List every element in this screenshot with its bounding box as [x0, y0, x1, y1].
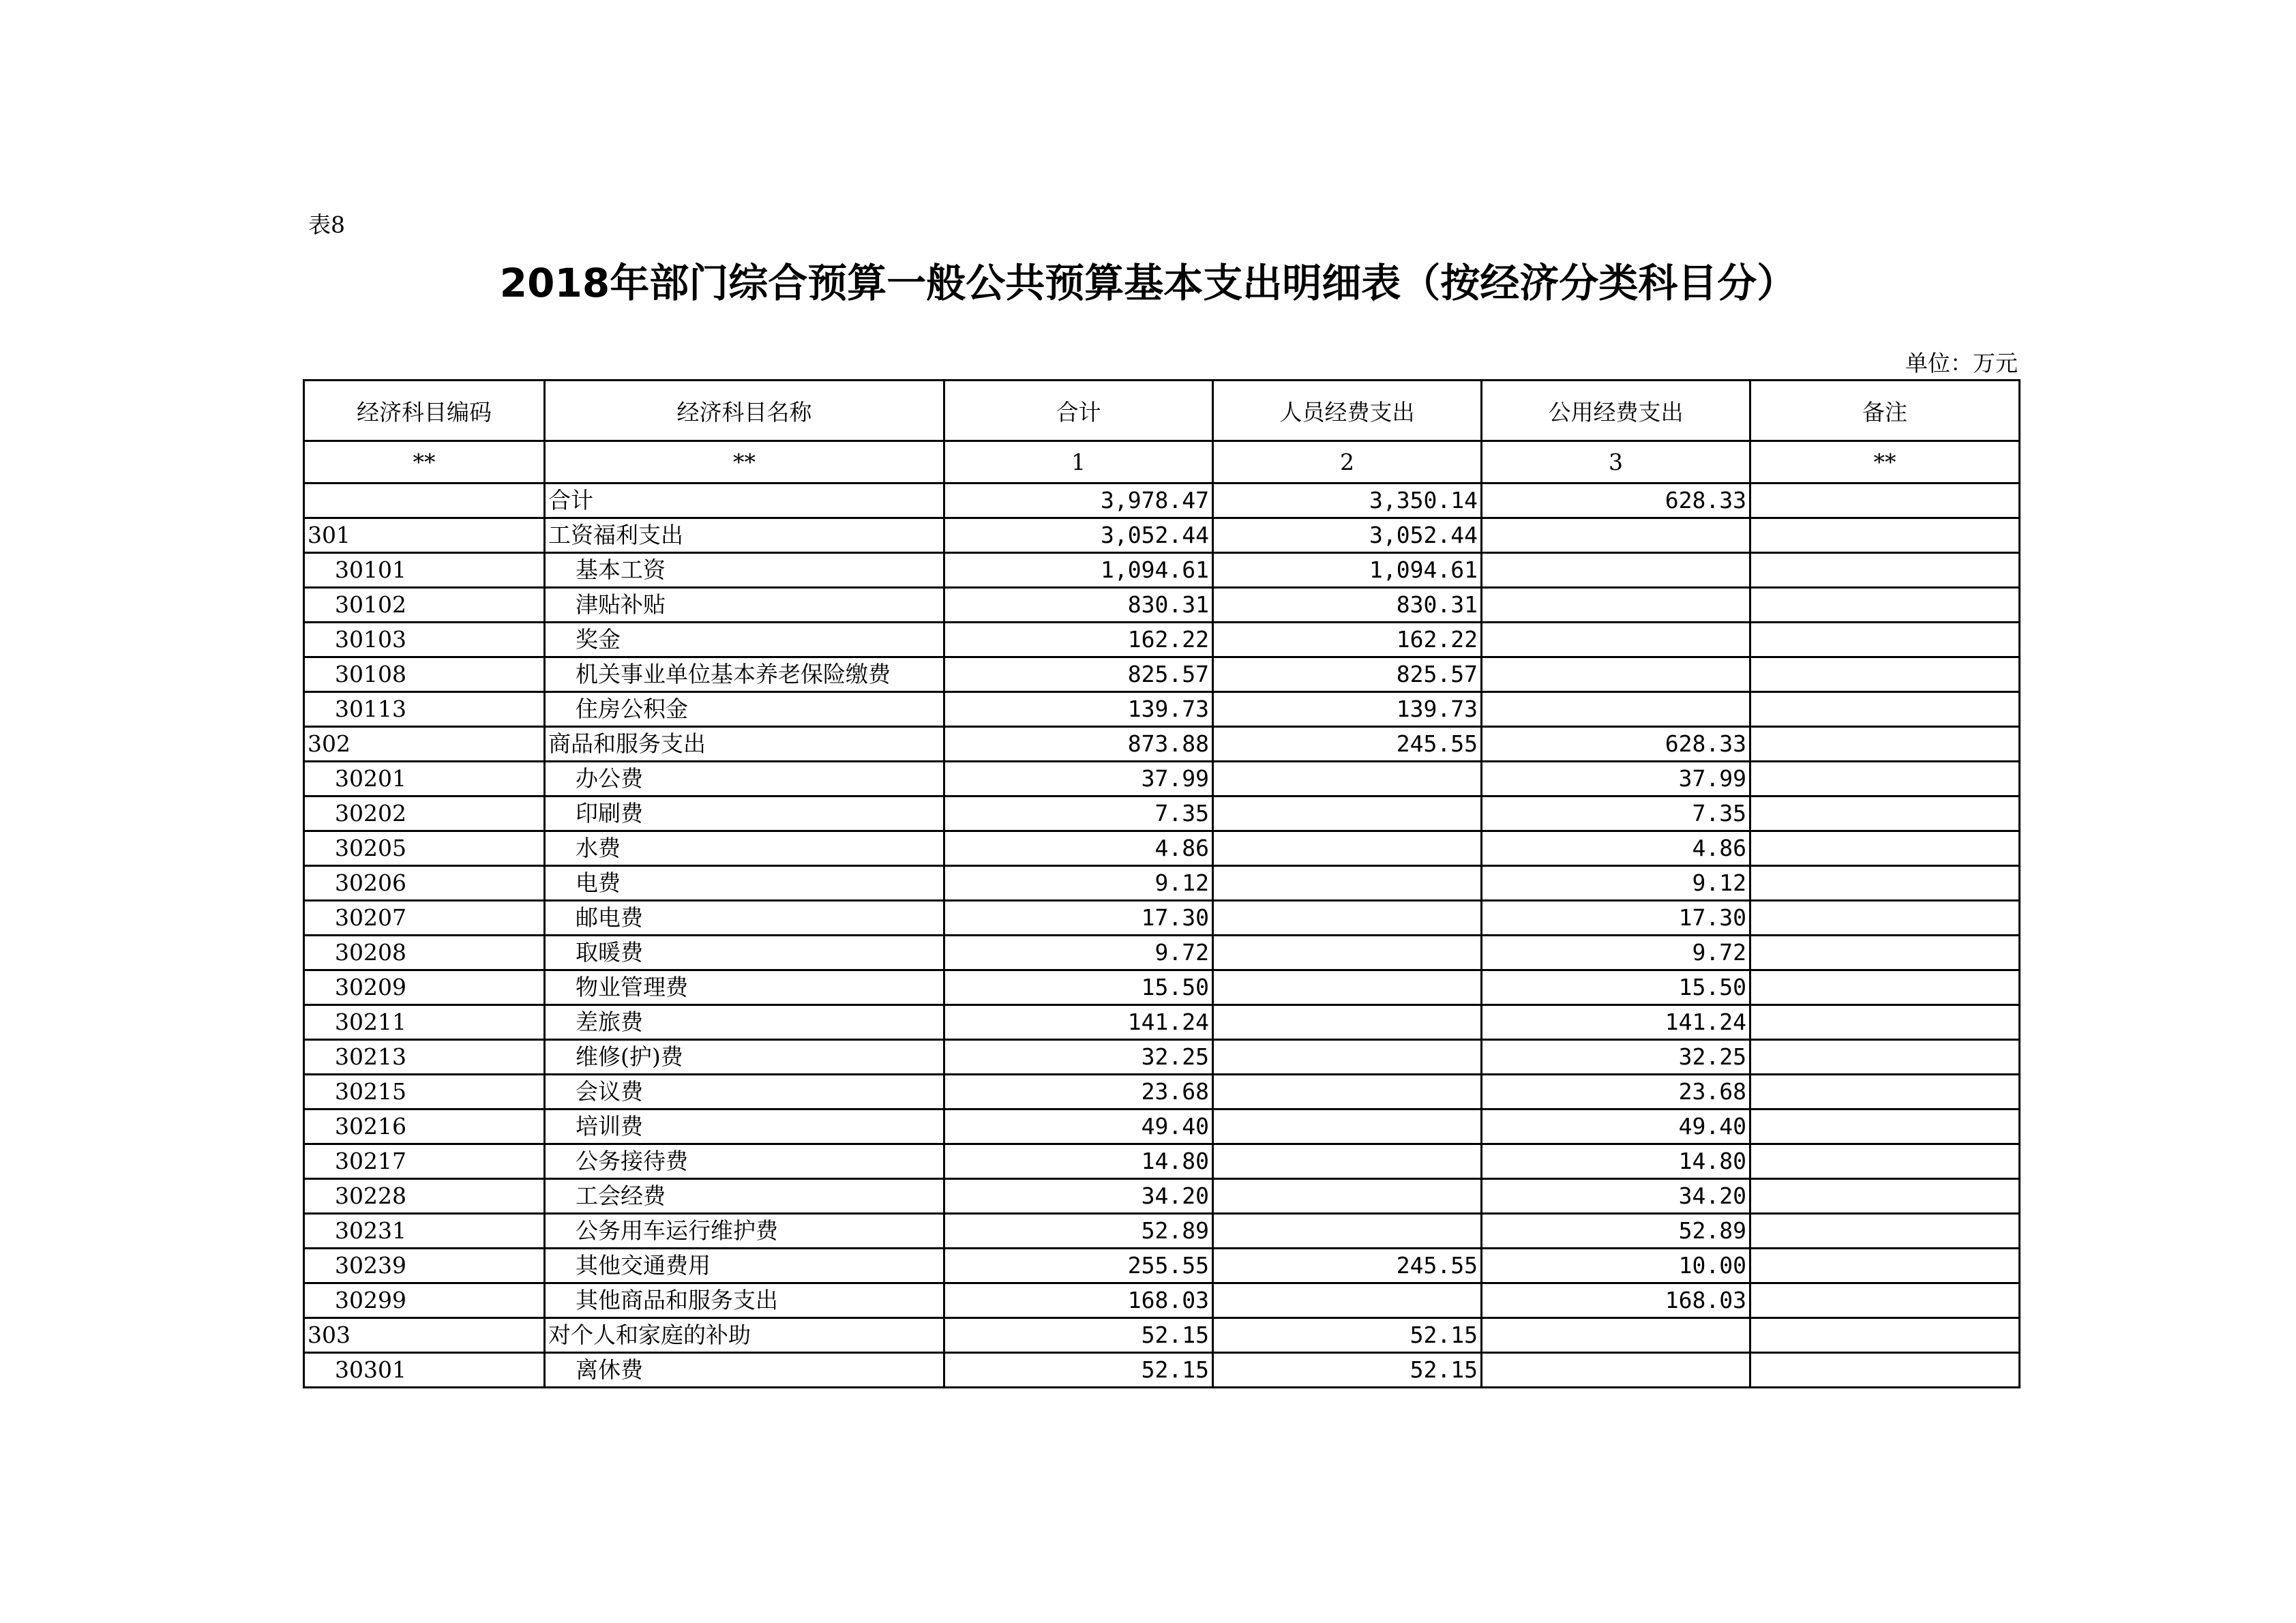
public-cell: 32.25 — [1482, 1040, 1750, 1075]
personnel-cell — [1213, 1110, 1482, 1144]
public-cell: 17.30 — [1482, 901, 1750, 936]
personnel-cell: 3,350.14 — [1213, 483, 1482, 518]
code-cell: 30299 — [304, 1283, 545, 1318]
table-row — [304, 483, 2020, 518]
code-cell: 30239 — [304, 1249, 545, 1283]
name-cell: 工资福利支出 — [545, 518, 944, 553]
note-cell — [1750, 1040, 2020, 1075]
table-row — [304, 970, 2020, 1005]
public-cell — [1482, 623, 1750, 657]
personnel-cell: 830.31 — [1213, 588, 1482, 623]
note-cell — [1750, 762, 2020, 796]
public-cell: 141.24 — [1482, 1005, 1750, 1040]
public-cell — [1482, 588, 1750, 623]
total-cell: 3,978.47 — [944, 483, 1213, 518]
code-cell: 30208 — [304, 936, 545, 970]
personnel-cell — [1213, 1214, 1482, 1249]
name-cell: 邮电费 — [545, 901, 944, 936]
name-cell: 公务接待费 — [545, 1144, 944, 1179]
note-cell — [1750, 1318, 2020, 1353]
name-cell: 办公费 — [545, 762, 944, 796]
name-cell: 差旅费 — [545, 1005, 944, 1040]
code-cell: 30202 — [304, 796, 545, 831]
public-cell — [1482, 657, 1750, 692]
table-number: 表8 — [308, 211, 345, 238]
total-cell: 9.12 — [944, 866, 1213, 901]
public-cell: 52.89 — [1482, 1214, 1750, 1249]
note-cell — [1750, 518, 2020, 553]
index-cell: 1 — [944, 441, 1213, 483]
total-cell: 7.35 — [944, 796, 1213, 831]
index-cell: ** — [304, 441, 545, 483]
public-cell: 4.86 — [1482, 831, 1750, 866]
note-cell — [1750, 1005, 2020, 1040]
column-header-personnel: 人员经费支出 — [1213, 381, 1482, 441]
document-title: 2018年部门综合预算一般公共预算基本支出明细表（按经济分类科目分） — [499, 260, 1797, 306]
total-cell: 34.20 — [944, 1179, 1213, 1214]
note-cell — [1750, 1110, 2020, 1144]
personnel-cell — [1213, 1144, 1482, 1179]
note-cell — [1750, 796, 2020, 831]
table-row — [304, 1249, 2020, 1283]
name-cell: 住房公积金 — [545, 692, 944, 727]
note-cell — [1750, 692, 2020, 727]
code-cell: 30206 — [304, 866, 545, 901]
personnel-cell — [1213, 866, 1482, 901]
total-cell: 1,094.61 — [944, 553, 1213, 588]
total-cell: 162.22 — [944, 623, 1213, 657]
total-cell: 52.89 — [944, 1214, 1213, 1249]
personnel-cell: 1,094.61 — [1213, 553, 1482, 588]
personnel-cell — [1213, 831, 1482, 866]
public-cell: 628.33 — [1482, 727, 1750, 762]
unit-label: 单位：万元 — [1905, 350, 2018, 376]
code-cell: 30215 — [304, 1075, 545, 1110]
note-cell — [1750, 727, 2020, 762]
code-cell: 30217 — [304, 1144, 545, 1179]
name-cell: 合计 — [545, 483, 944, 518]
total-cell: 825.57 — [944, 657, 1213, 692]
table-row — [304, 901, 2020, 936]
name-cell: 机关事业单位基本养老保险缴费 — [545, 657, 944, 692]
code-cell: 30216 — [304, 1110, 545, 1144]
name-cell: 维修(护)费 — [545, 1040, 944, 1075]
public-cell: 15.50 — [1482, 970, 1750, 1005]
code-cell: 30207 — [304, 901, 545, 936]
code-cell: 30101 — [304, 553, 545, 588]
personnel-cell: 52.15 — [1213, 1318, 1482, 1353]
name-cell: 公务用车运行维护费 — [545, 1214, 944, 1249]
code-cell: 30102 — [304, 588, 545, 623]
personnel-cell — [1213, 762, 1482, 796]
header-row — [304, 381, 2020, 441]
public-cell: 628.33 — [1482, 483, 1750, 518]
index-cell: 3 — [1482, 441, 1750, 483]
total-cell: 23.68 — [944, 1075, 1213, 1110]
total-cell: 9.72 — [944, 936, 1213, 970]
name-cell: 其他商品和服务支出 — [545, 1283, 944, 1318]
name-cell: 会议费 — [545, 1075, 944, 1110]
personnel-cell: 162.22 — [1213, 623, 1482, 657]
personnel-cell — [1213, 970, 1482, 1005]
total-cell: 873.88 — [944, 727, 1213, 762]
index-cell: ** — [545, 441, 944, 483]
personnel-cell: 245.55 — [1213, 727, 1482, 762]
table-row — [304, 657, 2020, 692]
note-cell — [1750, 1353, 2020, 1388]
total-cell: 3,052.44 — [944, 518, 1213, 553]
code-cell: 30205 — [304, 831, 545, 866]
table-row — [304, 553, 2020, 588]
public-cell: 9.72 — [1482, 936, 1750, 970]
note-cell — [1750, 970, 2020, 1005]
note-cell — [1750, 831, 2020, 866]
total-cell: 52.15 — [944, 1353, 1213, 1388]
column-header-total: 合计 — [944, 381, 1213, 441]
table-row — [304, 1005, 2020, 1040]
personnel-cell — [1213, 796, 1482, 831]
code-cell: 30201 — [304, 762, 545, 796]
total-cell: 255.55 — [944, 1249, 1213, 1283]
note-cell — [1750, 1283, 2020, 1318]
code-cell: 30113 — [304, 692, 545, 727]
personnel-cell — [1213, 936, 1482, 970]
name-cell: 工会经费 — [545, 1179, 944, 1214]
personnel-cell: 245.55 — [1213, 1249, 1482, 1283]
note-cell — [1750, 588, 2020, 623]
total-cell: 32.25 — [944, 1040, 1213, 1075]
column-header-code: 经济科目编码 — [304, 381, 545, 441]
index-cell: 2 — [1213, 441, 1482, 483]
table-row — [304, 1075, 2020, 1110]
table-row — [304, 866, 2020, 901]
personnel-cell: 139.73 — [1213, 692, 1482, 727]
total-cell: 49.40 — [944, 1110, 1213, 1144]
name-cell: 奖金 — [545, 623, 944, 657]
name-cell: 其他交通费用 — [545, 1249, 944, 1283]
name-cell: 物业管理费 — [545, 970, 944, 1005]
index-cell: ** — [1750, 441, 2020, 483]
table-row — [304, 831, 2020, 866]
name-cell: 津贴补贴 — [545, 588, 944, 623]
note-cell — [1750, 866, 2020, 901]
name-cell: 商品和服务支出 — [545, 727, 944, 762]
name-cell: 培训费 — [545, 1110, 944, 1144]
code-cell: 30103 — [304, 623, 545, 657]
table-row — [304, 623, 2020, 657]
total-cell: 141.24 — [944, 1005, 1213, 1040]
index-row — [304, 441, 2020, 483]
table-row — [304, 588, 2020, 623]
public-cell — [1482, 518, 1750, 553]
budget-table — [303, 379, 2021, 1388]
name-cell: 取暖费 — [545, 936, 944, 970]
code-cell: 301 — [304, 518, 545, 553]
public-cell: 10.00 — [1482, 1249, 1750, 1283]
table-row — [304, 1353, 2020, 1388]
public-cell — [1482, 1318, 1750, 1353]
code-cell: 30301 — [304, 1353, 545, 1388]
table-row — [304, 1110, 2020, 1144]
public-cell: 23.68 — [1482, 1075, 1750, 1110]
name-cell: 离休费 — [545, 1353, 944, 1388]
code-cell: 30108 — [304, 657, 545, 692]
public-cell: 49.40 — [1482, 1110, 1750, 1144]
table-row — [304, 936, 2020, 970]
name-cell: 电费 — [545, 866, 944, 901]
column-header-name: 经济科目名称 — [545, 381, 944, 441]
code-cell: 30213 — [304, 1040, 545, 1075]
table-row — [304, 1318, 2020, 1353]
public-cell: 9.12 — [1482, 866, 1750, 901]
personnel-cell — [1213, 1283, 1482, 1318]
code-cell: 302 — [304, 727, 545, 762]
total-cell: 17.30 — [944, 901, 1213, 936]
note-cell — [1750, 936, 2020, 970]
total-cell: 168.03 — [944, 1283, 1213, 1318]
note-cell — [1750, 657, 2020, 692]
code-cell: 30209 — [304, 970, 545, 1005]
table-row — [304, 1144, 2020, 1179]
personnel-cell — [1213, 1179, 1482, 1214]
code-cell: 30231 — [304, 1214, 545, 1249]
personnel-cell — [1213, 1005, 1482, 1040]
public-cell: 34.20 — [1482, 1179, 1750, 1214]
table-row — [304, 692, 2020, 727]
name-cell: 印刷费 — [545, 796, 944, 831]
code-cell: 303 — [304, 1318, 545, 1353]
public-cell: 14.80 — [1482, 1144, 1750, 1179]
total-cell: 15.50 — [944, 970, 1213, 1005]
code-cell: 30211 — [304, 1005, 545, 1040]
total-cell: 830.31 — [944, 588, 1213, 623]
personnel-cell — [1213, 1075, 1482, 1110]
total-cell: 52.15 — [944, 1318, 1213, 1353]
code-cell: 30228 — [304, 1179, 545, 1214]
note-cell — [1750, 901, 2020, 936]
public-cell: 37.99 — [1482, 762, 1750, 796]
column-header-public: 公用经费支出 — [1482, 381, 1750, 441]
table-row — [304, 518, 2020, 553]
note-cell — [1750, 623, 2020, 657]
table-row — [304, 1179, 2020, 1214]
table-row — [304, 1214, 2020, 1249]
personnel-cell — [1213, 1040, 1482, 1075]
code-cell — [304, 483, 545, 518]
table-body — [304, 483, 2020, 1388]
public-cell — [1482, 692, 1750, 727]
note-cell — [1750, 1214, 2020, 1249]
public-cell — [1482, 1353, 1750, 1388]
name-cell: 基本工资 — [545, 553, 944, 588]
personnel-cell: 52.15 — [1213, 1353, 1482, 1388]
table-row — [304, 762, 2020, 796]
personnel-cell: 3,052.44 — [1213, 518, 1482, 553]
column-header-note: 备注 — [1750, 381, 2020, 441]
note-cell — [1750, 553, 2020, 588]
table-row — [304, 1040, 2020, 1075]
public-cell: 7.35 — [1482, 796, 1750, 831]
table-row — [304, 727, 2020, 762]
personnel-cell: 825.57 — [1213, 657, 1482, 692]
total-cell: 4.86 — [944, 831, 1213, 866]
note-cell — [1750, 1075, 2020, 1110]
note-cell — [1750, 483, 2020, 518]
total-cell: 37.99 — [944, 762, 1213, 796]
note-cell — [1750, 1179, 2020, 1214]
name-cell: 水费 — [545, 831, 944, 866]
note-cell — [1750, 1144, 2020, 1179]
table-row — [304, 1283, 2020, 1318]
table-row — [304, 796, 2020, 831]
total-cell: 14.80 — [944, 1144, 1213, 1179]
public-cell: 168.03 — [1482, 1283, 1750, 1318]
public-cell — [1482, 553, 1750, 588]
total-cell: 139.73 — [944, 692, 1213, 727]
note-cell — [1750, 1249, 2020, 1283]
personnel-cell — [1213, 901, 1482, 936]
name-cell: 对个人和家庭的补助 — [545, 1318, 944, 1353]
